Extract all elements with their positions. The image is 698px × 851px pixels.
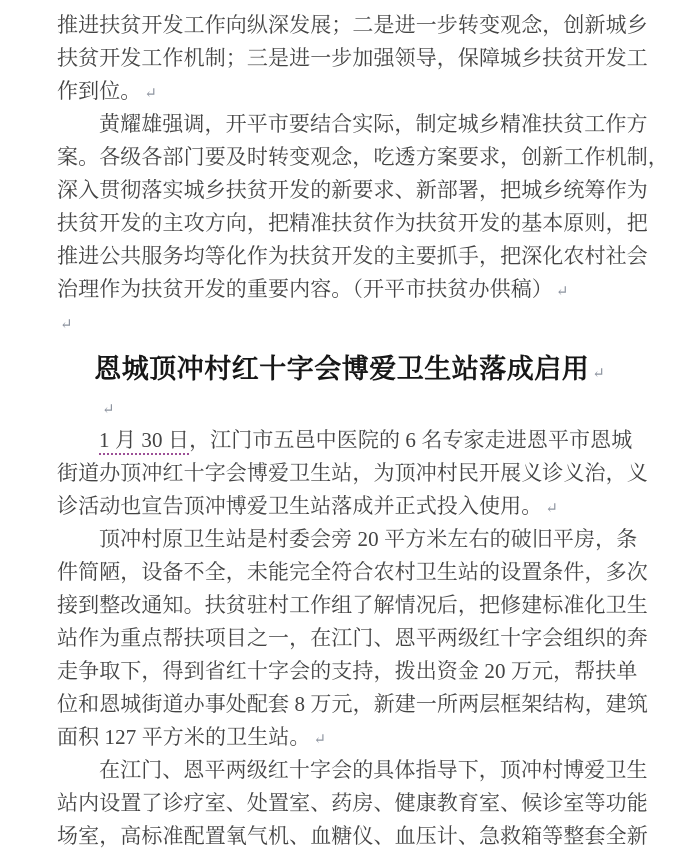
text-run: 站作为重点帮扶项目之一，在江门、恩平两级红十字会组织的奔 [57,626,648,650]
paragraph-mark-icon: ↵ [144,86,157,102]
text-run: 作到位。 [57,79,142,103]
text-run: 位和恩城街道办事处配套 8 万元，新建一所两层框架结构，建筑 [57,692,648,716]
paragraph-mark-icon: ↵ [60,317,73,333]
text-run: 推进公共服务均等化作为扶贫开发的主要抓手，把深化农村社会 [57,244,648,268]
article-title: 恩城顶冲村红十字会博爱卫生站落成启用 [94,354,590,384]
empty-line [57,391,642,424]
text-line [57,141,669,174]
text-line [57,754,648,787]
text-line [57,655,642,688]
paragraph-mark-icon: ↵ [555,284,569,300]
text-run: 治理作为扶贫开发的重要内容。（开平市扶贫办供稿） [57,277,553,301]
text-run: 黄耀雄强调，开平市要结合实际，制定城乡精准扶贫工作方 [99,112,648,136]
text-run: 在江门、恩平两级红十字会的具体指导下，顶冲村博爱卫生 [99,758,648,782]
text-run: 街道办顶冲红十字会博爱卫生站，为顶冲村民开展义诊义治，义 [57,461,648,485]
text-run: 推进扶贫开发工作向纵深发展；二是进一步转变观念，创新城乡 [57,13,648,37]
grammar-underlined-text: 1 月 30 日 [99,428,189,455]
text-run: 走争取下，得到省红十字会的支持，拨出资金 20 万元，帮扶单 [57,659,638,683]
text-line [57,688,648,721]
text-run: 扶贫开发工作机制；三是进一步加强领导，保障城乡扶贫开发工 [57,46,648,70]
text-line [57,207,648,240]
text-run: 顶冲村原卫生站是村委会旁 20 平方米左右的破旧平房，条 [99,527,638,551]
paragraph-mark-icon: ↵ [545,501,558,517]
text-run: 扶贫开发的主攻方向，把精准扶贫作为扶贫开发的基本原则，把 [57,211,648,235]
text-line [57,787,648,820]
text-run: 诊活动也宣告顶冲博爱卫生站落成并正式投入使用。 [57,494,543,518]
text-line [57,523,642,556]
text-line [57,556,648,589]
text-line [57,457,648,490]
text-line [57,490,642,523]
empty-line [57,306,642,339]
text-line [57,174,648,207]
text-run: 场室，高标准配置氧气机、血糖仪、血压计、急救箱等整套全新 [57,824,648,848]
text-line [57,75,642,108]
text-line [57,9,648,42]
title-line [57,347,642,391]
text-run: 件简陋，设备不全，未能完全符合农村卫生站的设置条件，多次 [57,560,648,584]
paragraph-mark-icon: ↵ [592,366,605,382]
text-line [57,108,648,141]
text-run: 面积 127 平方米的卫生站。 [57,725,311,749]
text-line [57,42,648,75]
text-line [57,721,642,754]
paragraph-mark-icon: ↵ [313,732,327,748]
text-line [57,240,648,273]
text-run: 站内设置了诊疗室、处置室、药房、健康教育室、候诊室等功能 [57,791,648,815]
text-run: 接到整改通知。扶贫驻村工作组了解情况后，把修建标准化卫生 [57,593,648,617]
text-line [57,820,648,851]
text-run: ，江门市五邑中医院的 6 名专家走进恩平市恩城 [189,428,633,452]
text-line [57,424,642,457]
text-line [57,622,648,655]
text-run: 深入贯彻落实城乡扶贫开发的新要求、新部署，把城乡统筹作为 [57,178,648,202]
text-line [57,589,648,622]
text-run: 案。各级各部门要及时转变观念，吃透方案要求，创新工作机制， [57,145,669,169]
text-line [57,273,642,306]
paragraph-mark-icon: ↵ [102,402,115,418]
